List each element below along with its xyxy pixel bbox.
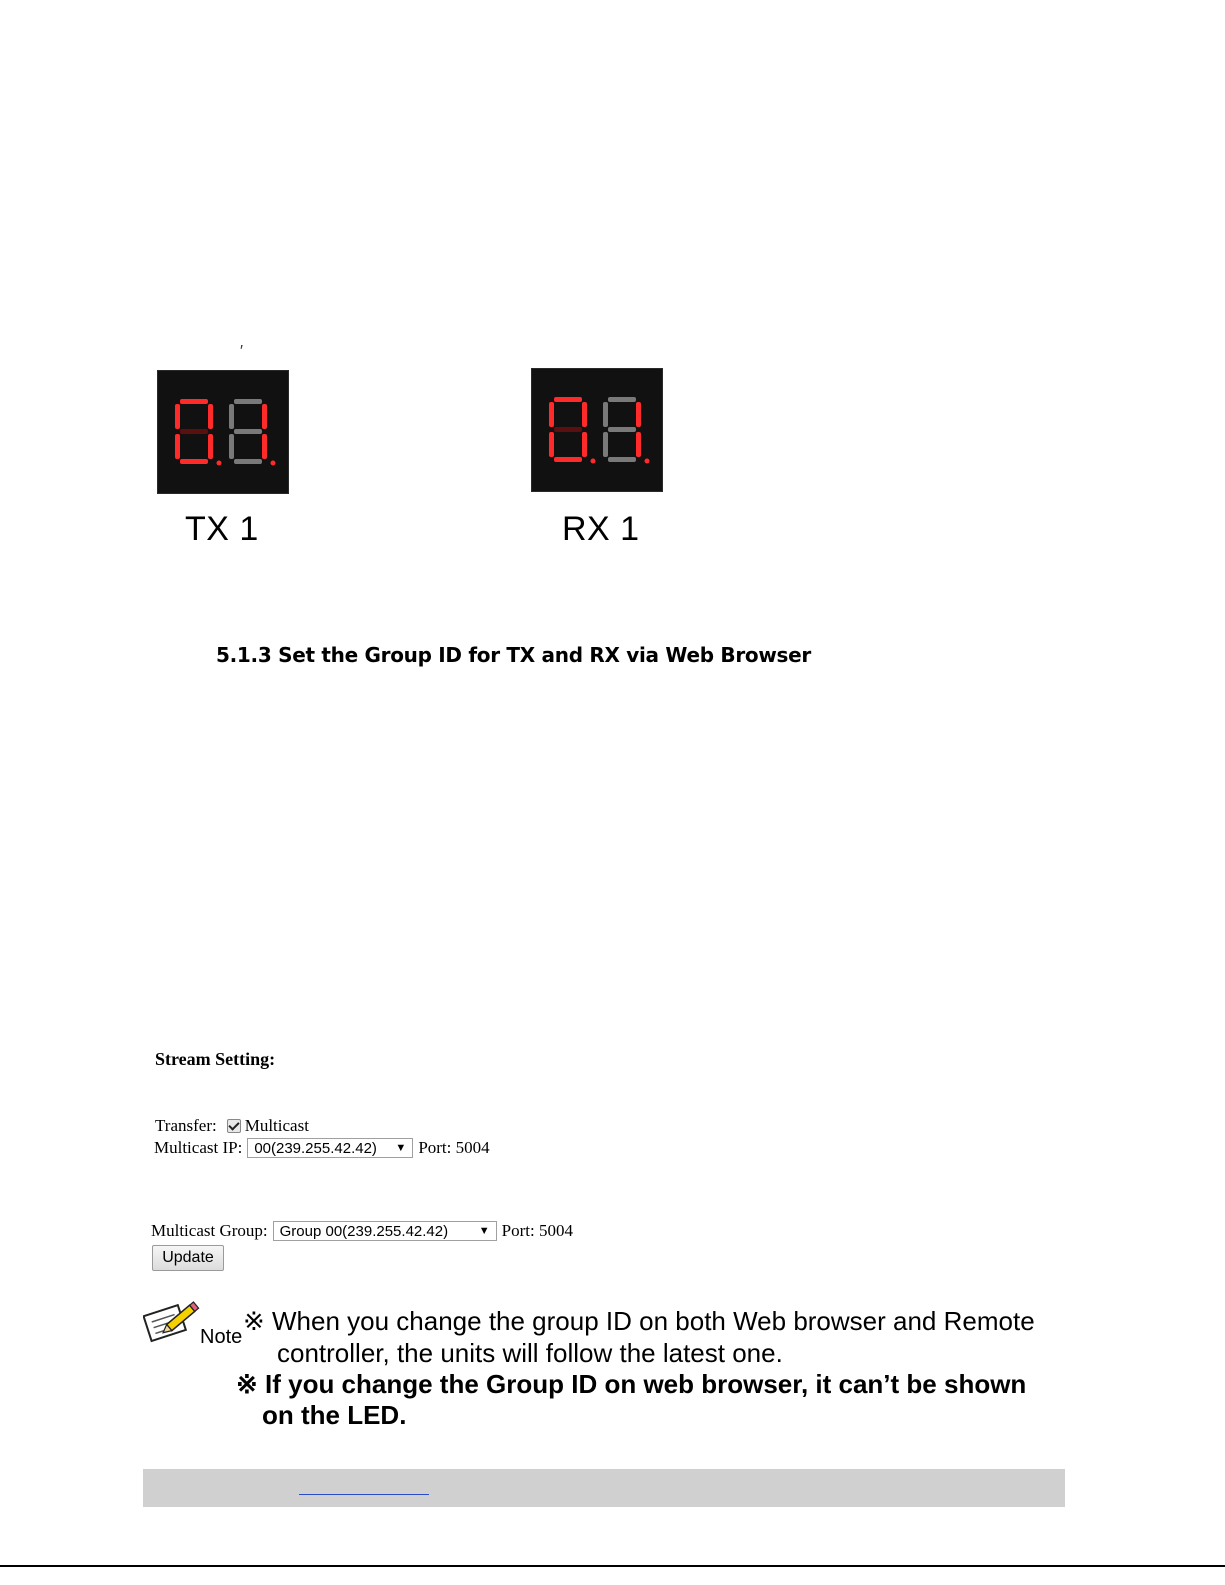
section-title: 5.1.3 Set the Group ID for TX and RX via Web Browser [216,643,811,667]
tick-mark: ′ [240,343,243,360]
multicast-label: Multicast [244,1116,309,1135]
stream-setting-title: Stream Setting: [155,1049,276,1069]
multicast-ip-label: Multicast IP: [154,1138,243,1157]
port-label-group: Port: 5004 [501,1221,573,1240]
transfer-row [155,1116,309,1136]
multicast-ip-row [154,1138,490,1158]
footer-link-underline[interactable] [299,1494,429,1495]
rx-led-digits-icon [532,369,664,493]
dropdown-arrow-icon: ▼ [478,1225,490,1237]
multicast-ip-value: 00(239.255.42.42) [254,1139,377,1157]
note-line-2: controller, the units will follow the latest one. [277,1338,783,1368]
note-pencil-icon [143,1296,203,1344]
tx-led-digits-icon [158,371,290,495]
page-bottom-rule [0,1565,1225,1567]
rx-led-display [531,368,663,492]
port-label-ip: Port: 5004 [418,1138,490,1157]
multicast-ip-select[interactable] [247,1138,413,1158]
multicast-group-label: Multicast Group: [151,1221,268,1240]
footer-bar [143,1469,1065,1507]
update-button[interactable]: Update [152,1245,224,1271]
multicast-group-select[interactable] [273,1221,497,1241]
multicast-checkbox[interactable] [227,1119,241,1133]
multicast-group-row [151,1221,573,1241]
rx-label: RX 1 [562,510,640,548]
tx-label: TX 1 [185,510,259,548]
note-label: Note [200,1326,243,1348]
note-line-4: on the LED. [262,1400,407,1430]
note-line-1: ※ When you change the group ID on both Web browser and Remote [243,1306,1035,1336]
dropdown-arrow-icon: ▼ [395,1142,407,1154]
tx-led-display [157,370,289,494]
multicast-group-value: Group 00(239.255.42.42) [279,1222,449,1240]
note-line-3: ※ If you change the Group ID on web browser, it can’t be shown [236,1369,1027,1399]
transfer-label: Transfer: [155,1116,217,1135]
